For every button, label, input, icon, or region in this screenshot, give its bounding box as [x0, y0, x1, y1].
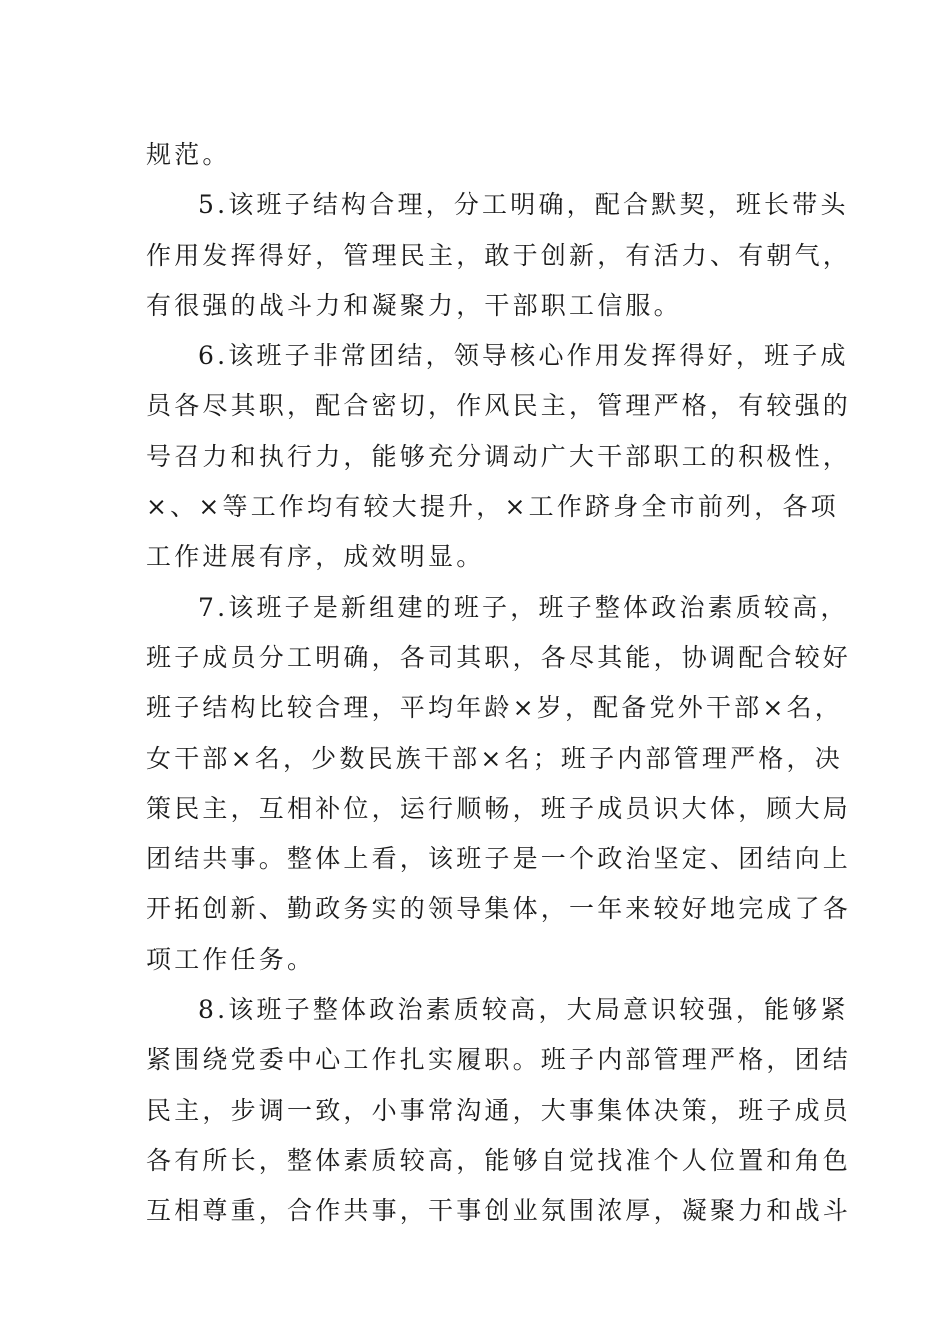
text-line: 互相尊重，合作共事，干事创业氛围浓厚，凝聚力和战斗: [146, 1196, 852, 1226]
text-line: 民主，步调一致，小事常沟通，大事集体决策，班子成员: [146, 1095, 852, 1125]
text-line: 紧围绕党委中心工作扎实履职。班子内部管理严格，团结: [146, 1045, 852, 1075]
text-line: 有很强的战斗力和凝聚力，干部职工信服。: [146, 290, 682, 320]
text-line: 班子结构比较合理，平均年龄×岁，配备党外干部×名，: [146, 693, 843, 723]
text-line: 员各尽其职，配合密切，作风民主，管理严格，有较强的: [146, 391, 852, 421]
paragraph-first-line: 7.该班子是新组建的班子，班子整体政治素质较高，: [198, 592, 849, 622]
text-line: 班子成员分工明确，各司其职，各尽其能，协调配合较好: [146, 642, 852, 672]
document-body: [146, 130, 852, 1237]
text-line: 策民主，互相补位，运行顺畅，班子成员识大体，顾大局: [146, 793, 852, 823]
paragraph-first-line: 6.该班子非常团结，领导核心作用发挥得好，班子成: [198, 341, 849, 371]
paragraph-first-line: 8.该班子整体政治素质较高，大局意识较强，能够紧: [198, 995, 849, 1025]
text-line: ×、×等工作均有较大提升，×工作跻身全市前列，各项: [146, 492, 839, 522]
text-line: 女干部×名，少数民族干部×名；班子内部管理严格，决: [146, 743, 843, 773]
text-line: 工作进展有序，成效明显。: [146, 542, 485, 572]
text-line: 团结共事。整体上看，该班子是一个政治坚定、团结向上: [146, 844, 852, 874]
text-line: 各有所长，整体素质较高，能够自觉找准个人位置和角色: [146, 1145, 852, 1175]
paragraph-first-line: 5.该班子结构合理，分工明确，配合默契，班长带头: [198, 190, 849, 220]
text-line: 项工作任务。: [146, 944, 316, 974]
text-line: 规范。: [146, 140, 231, 169]
text-line: 号召力和执行力，能够充分调动广大干部职工的积极性，: [146, 441, 852, 471]
text-line: 作用发挥得好，管理民主，敢于创新，有活力、有朝气，: [146, 240, 852, 270]
text-line: 开拓创新、勤政务实的领导集体，一年来较好地完成了各: [146, 894, 852, 924]
